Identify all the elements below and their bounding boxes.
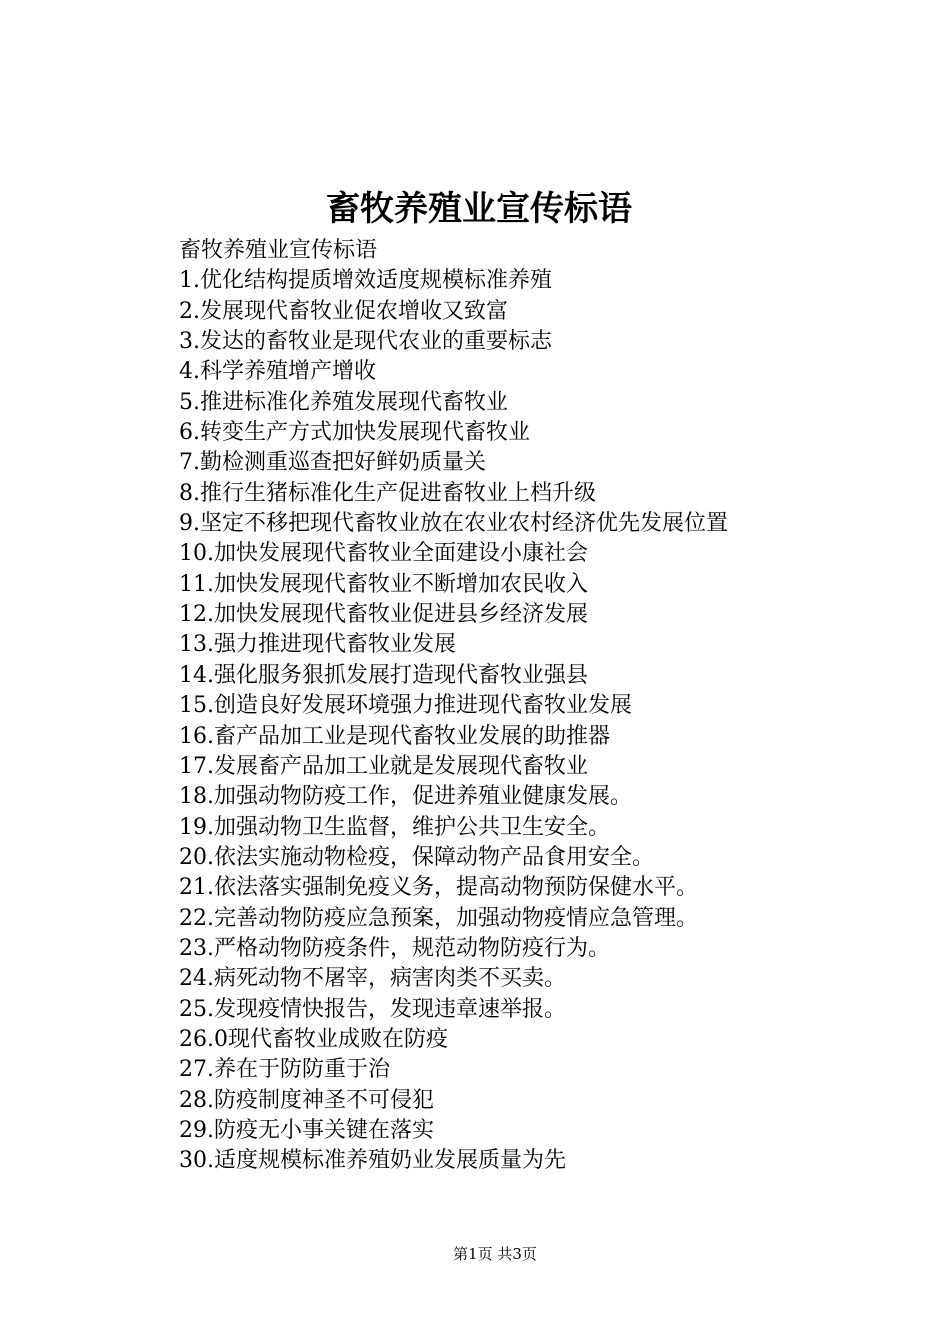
document-subtitle: 畜牧养殖业宣传标语 — [179, 238, 378, 263]
slogan-line: 25.发现疫情快报告，发现违章速举报。 — [179, 996, 566, 1022]
document-title: 畜牧养殖业宣传标语 — [326, 189, 632, 229]
slogan-line: 21.依法落实强制免疫义务，提高动物预防保健水平。 — [179, 875, 698, 901]
slogan-line: 26.0现代畜牧业成败在防疫 — [179, 1026, 448, 1052]
slogan-line: 11.加快发展现代畜牧业不断增加农民收入 — [179, 571, 588, 597]
slogan-line: 3.发达的畜牧业是现代农业的重要标志 — [179, 329, 552, 355]
slogan-line: 24.病死动物不屠宰，病害肉类不买卖。 — [179, 966, 566, 992]
document-body — [179, 236, 919, 1177]
slogan-line: 19.加强动物卫生监督，维护公共卫生安全。 — [179, 814, 610, 840]
page-number-footer: 第1页 共3页 — [453, 1245, 537, 1263]
slogan-line: 5.推进标准化养殖发展现代畜牧业 — [179, 389, 508, 415]
slogan-line: 9.坚定不移把现代畜牧业放在农业农村经济优先发展位置 — [179, 511, 728, 537]
slogan-line: 1.优化结构提质增效适度规模标准养殖 — [179, 268, 552, 294]
slogan-line: 20.依法实施动物检疫，保障动物产品食用安全。 — [179, 844, 654, 870]
slogan-line: 12.加快发展现代畜牧业促进县乡经济发展 — [179, 602, 588, 628]
slogan-line: 17.发展畜产品加工业就是发展现代畜牧业 — [179, 753, 588, 779]
slogan-line: 4.科学养殖增产增收 — [179, 359, 376, 385]
slogan-line: 8.推行生猪标准化生产促进畜牧业上档升级 — [179, 480, 596, 506]
slogan-line: 22.完善动物防疫应急预案，加强动物疫情应急管理。 — [179, 905, 698, 931]
slogan-line: 7.勤检测重巡查把好鲜奶质量关 — [179, 450, 486, 476]
slogan-line: 30.适度规模标准养殖奶业发展质量为先 — [179, 1148, 566, 1174]
slogan-line: 16.畜产品加工业是现代畜牧业发展的助推器 — [179, 723, 610, 749]
slogan-line: 6.转变生产方式加快发展现代畜牧业 — [179, 420, 530, 446]
slogan-line: 14.强化服务狠抓发展打造现代畜牧业强县 — [179, 662, 588, 688]
slogan-line: 28.防疫制度神圣不可侵犯 — [179, 1087, 434, 1113]
slogan-line: 15.创造良好发展环境强力推进现代畜牧业发展 — [179, 693, 632, 719]
slogan-line: 10.加快发展现代畜牧业全面建设小康社会 — [179, 541, 588, 567]
slogan-line: 27.养在于防防重于治 — [179, 1057, 390, 1083]
slogan-line: 18.加强动物防疫工作，促进养殖业健康发展。 — [179, 784, 632, 810]
slogan-line: 29.防疫无小事关键在落实 — [179, 1117, 434, 1143]
slogan-line: 23.严格动物防疫条件，规范动物防疫行为。 — [179, 935, 610, 961]
slogan-line: 13.强力推进现代畜牧业发展 — [179, 632, 456, 658]
slogan-line: 2.发展现代畜牧业促农增收又致富 — [179, 298, 508, 324]
